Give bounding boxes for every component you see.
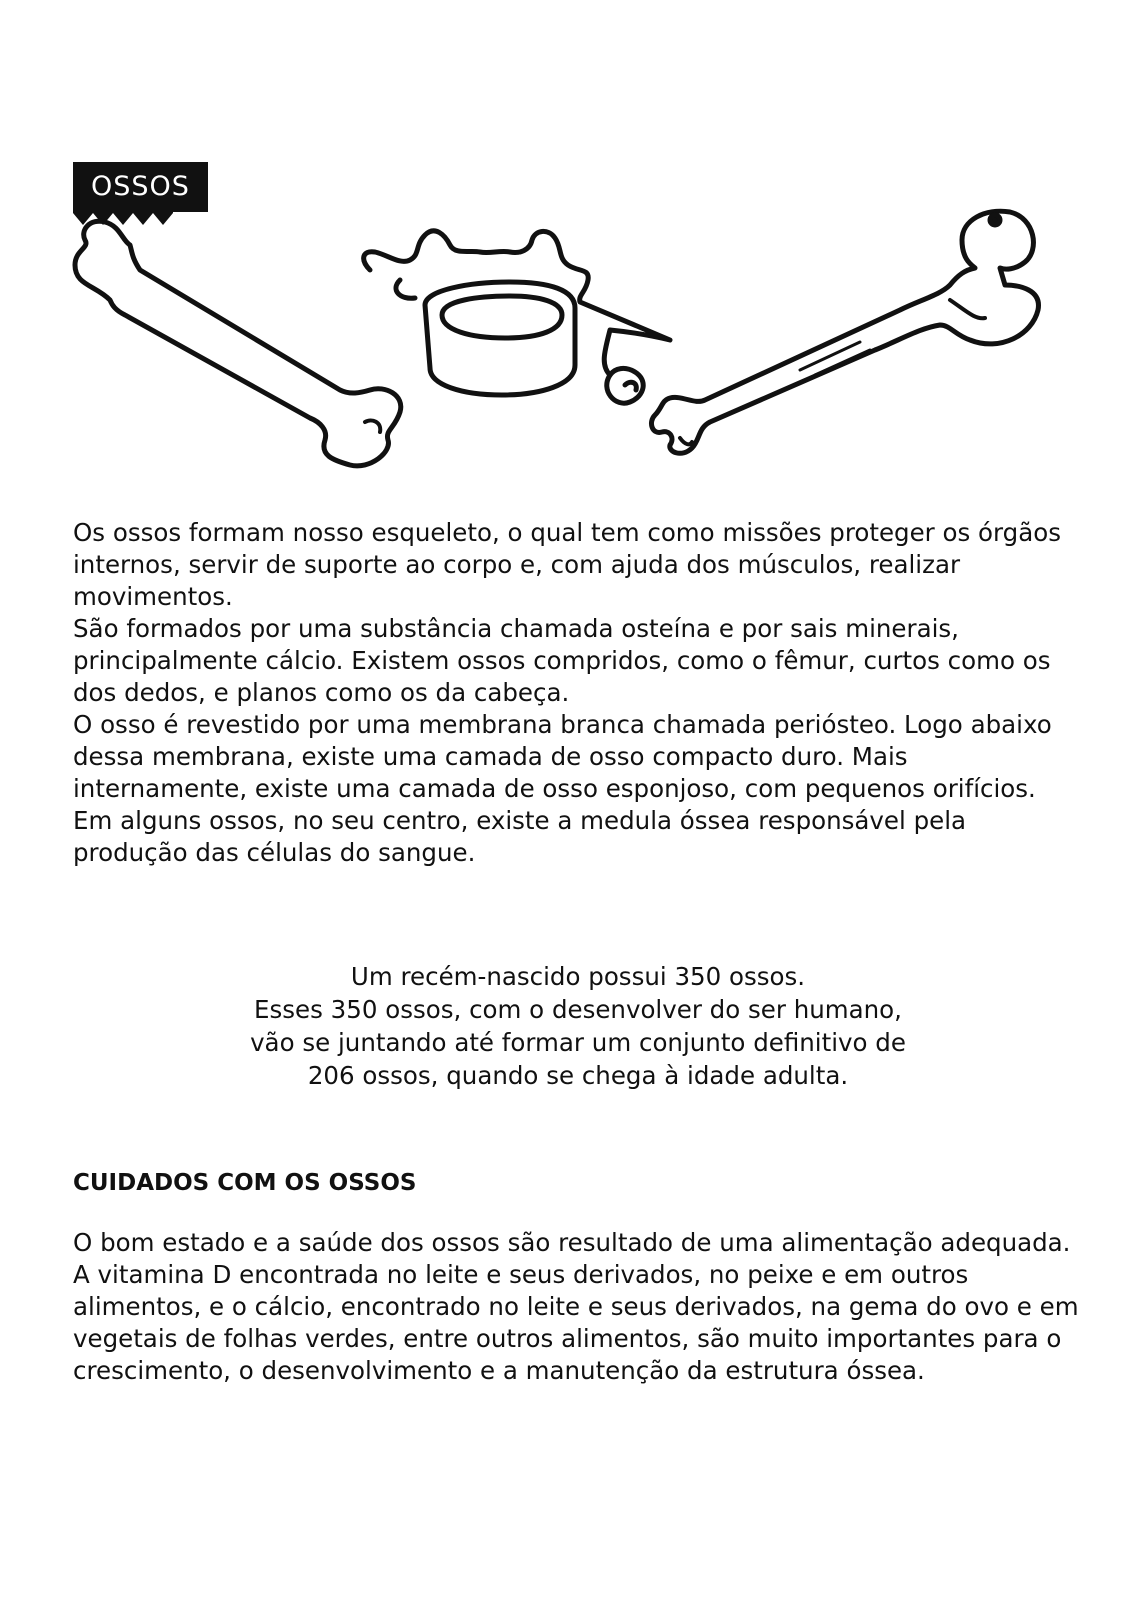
- facts-line: 206 ossos, quando se chega à idade adulta.: [307, 1061, 849, 1090]
- care-paragraph: O bom estado e a saúde dos ossos são resultado de uma alimentação adequada.: [73, 1228, 1071, 1257]
- facts-line: vão se juntando até formar um conjunto definitivo de: [250, 1028, 906, 1057]
- care-text: [73, 1227, 1083, 1387]
- care-section-heading: CUIDADOS COM OS OSSOS: [73, 1170, 417, 1196]
- intro-text: [73, 517, 1083, 869]
- long-bone-icon: [75, 221, 401, 466]
- section-tag-label: OSSOS: [91, 171, 190, 202]
- bone-count-facts: [73, 960, 1083, 1092]
- intro-paragraph: Em alguns ossos, no seu centro, existe a medula óssea responsável pela produção das células do sangue.: [73, 806, 967, 867]
- vertebra-icon: [364, 231, 670, 403]
- intro-paragraph: O osso é revestido por uma membrana branca chamada periósteo. Logo abaixo dessa membrana, existe uma camada de osso compacto duro. Mais internamente, existe uma camada de osso esponjoso, com pequenos orifícios.: [73, 710, 1052, 803]
- facts-line: Esses 350 ossos, com o desenvolver do ser humano,: [254, 995, 902, 1024]
- intro-paragraph: São formados por uma substância chamada osteína e por sais minerais, principalmente cálcio. Existem ossos compridos, como o fêmur, curtos como os dos dedos, e planos como os da cabeça.: [73, 614, 1051, 707]
- intro-paragraph: Os ossos formam nosso esqueleto, o qual tem como missões proteger os órgãos internos, servir de suporte ao corpo e, com ajuda dos músculos, realizar movimentos.: [73, 518, 1062, 611]
- joint-bone-icon: [651, 211, 1038, 453]
- bones-illustration: [70, 190, 1090, 500]
- facts-line: Um recém-nascido possui 350 ossos.: [350, 962, 806, 991]
- care-paragraph: A vitamina D encontrada no leite e seus derivados, no peixe e em outros alimentos, e o cálcio, encontrado no leite e seus derivados, na gema do ovo e em vegetais de folhas verdes, entre outros alimentos, são muito importantes para o crescimento, o desenvolvimento e a manutenção da estrutura óssea.: [73, 1260, 1079, 1385]
